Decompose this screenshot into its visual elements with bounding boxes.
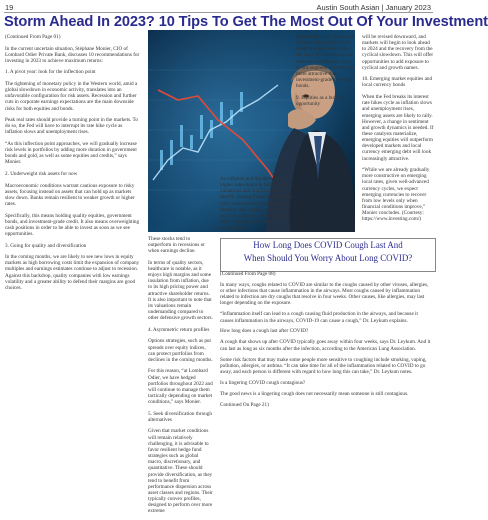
article-column-4a (296, 34, 356, 113)
article-column-2 (148, 236, 213, 520)
publication-info: Austin South Asian | January 2023 (316, 3, 431, 12)
paragraph: How long does a cough last after COVID? (220, 328, 309, 335)
headline: Storm Ahead In 2023? 10 Tips To Get The Most Out Of Your Investment (4, 14, 488, 30)
page-number: 19 (5, 3, 14, 12)
paragraph: 10. Emerging market equities and local currency bonds (362, 76, 433, 89)
paragraph: For this reason, “at Lombard Odier, we have hedged portfolios throughout 2022 and will continue to manage them tactically depending on market conditions,” says Monier. (148, 368, 213, 406)
paragraph: (Continued From Page 08) (220, 271, 276, 277)
paragraph: 5. Seek diversification through alternatives (148, 410, 212, 423)
paragraph: Continued On Page 21) (220, 401, 269, 408)
article-column-1 (5, 34, 140, 296)
paragraph: The tightening of monetary policy in the Western world, amid a global slowdown in economic activity, translates into an unfavorable configuration for risk assets. Recession and further cuts in corporate earnings expectations are the main downside risks for both equities and bonds. (5, 80, 138, 112)
paragraph: These stocks tend to outperform in recessions or when earnings decline. (148, 236, 205, 255)
paragraph: (Continued From Page 01) (5, 34, 61, 40)
paragraph: “As this inflection point approaches, we will gradually increase risk levels in portfolios by adding more duration in government bonds and gold, as well as some equities and credits,” says Monier. (5, 140, 137, 166)
paragraph: 4. Asymmetric return profiles (148, 326, 210, 333)
paragraph: Options strategies, such as put spreads over equity indices, can protect portfolios from declines in the coming months. (148, 338, 213, 363)
paragraph: In the coming months, we are likely to see new lows in equity markets as high borrowing costs limit the expansion of company multiples and earnings estimates continue to adjust to recession. Against this backdrop, quality companies with low earnings volatility and a greater ability to defend their margins are good choices. (5, 254, 140, 291)
paragraph: The good news is a lingering cough does not necessarily mean someone is still contagious. (220, 390, 409, 397)
sidebar-heading-line-2: When Should You Worry About Long COVID? (243, 253, 413, 263)
paragraph: Given that market conditions will remain relatively challenging, it is advisable to favor resilient hedge fund strategies such as global macro, discretionary, and quantitative. These should provide diversification, as they tend to benefit from performance dispersion across asset classes and regions. Their typically convex profiles, designed to perform over more extreme (148, 428, 213, 515)
paragraph: A cough that shows up after COVID typically goes away within four weeks, says Dr. Leykum. And it can last as long as six months after the infection, according to the American Lung Association. (220, 339, 431, 352)
paragraph: In terms of quality sectors, healthcare is notable, as it enjoys high margins and some insulation from inflation, due to its high pricing power and attractive shareholder returns. It is also important to note that its valuations remain undemanding compared to other defensive growth sectors. (148, 259, 213, 322)
paragraph: Macroeconomic conditions warrant cautious exposure to risky assets, focusing instead on assets that can hold up as markets slow down. Banks remain resilient to weaker growth or higher rates. (5, 182, 135, 208)
paragraph: As inflation and the threat of higher rates begin to fade, equity valuations and multiples will benefit. Easing financial conditions will cause investor sentiment to improve and, in turn, price-to-earnings ratios to widen. By mid-2023, earnings and sales expectations (220, 176, 294, 232)
paragraph: 9. Equities as a buying opportunity (296, 94, 344, 107)
paragraph: will be revised downward, and markets will begin to look ahead to 2024 and the recovery from the cyclical slowdown. This will offer opportunities to add exposure to cyclical and growth names. (362, 34, 434, 71)
paragraph: 1. A pivot year: look for the inflection point (5, 69, 96, 76)
paragraph: “Inflammation itself can lead to a cough causing fluid production in the airways, and because it causes inflammation in the airways, COVID-19 can cause a cough,” Dr. Leykum explains. (220, 311, 418, 324)
paragraph: In many ways, coughs related to COVID are similar to the coughs caused by other viruses, allergies, or other infections that cause inflammation in the airways. Most coughs caused by inflammation related to infection are dry coughs that resolve in four weeks. Other causes, like allergies, may last longer depending on the exposure. (220, 281, 429, 307)
paragraph: In the current uncertain situation, Stéphane Monier, CIO of Lombard Odier Private Bank, discusses 10 recommendations for investing in 2023 to achieve maximum returns: (5, 45, 140, 64)
article-column-4b (220, 176, 294, 237)
paragraph: Specifically, this means holding quality equities, government bonds, and investment-grade credit. It also means overweighting cash positions in order to be able to invest as soon as we see opportunities. (5, 212, 140, 238)
sidebar-heading-box (220, 238, 436, 272)
article-column-5 (362, 34, 434, 228)
paragraph: “While we are already gradually more constructive on emerging local rates, given well-advanced currency cycles, we expect emerging currencies to recover from low levels only when financial conditions improve,” Monier concludes. (Courtesy: https://www.investing.com/) (362, 167, 430, 223)
paragraph: 2. Underweight risk assets for now (5, 171, 78, 177)
paragraph: Is a lingering COVID cough contagious? (220, 379, 306, 386)
paragraph: Peak real rates should provide a turning point in the markets. To do so, the Fed will have to interrupt its rate hike cycle as inflation slows and unemployment rises. (5, 117, 138, 136)
paragraph: appetite for risky assets will increase. Once high-yield credit spreads better reflect the price of a recession and rates have stabilized, carry in this segment will become more attractive than investment-grade sovereign bonds. (296, 34, 355, 90)
header-rule (4, 12, 433, 13)
paragraph: Some risk factors that may make some people more sensitive to coughing include smoking, vaping, pollution, allergies, or asthma. “It can take time for all of the inflammation related to COVID to go away, and each person is different with regard to how long this can take,” Dr. Leykum notes. (220, 356, 427, 375)
paragraph: 3. Going for quality and diversification (5, 242, 87, 249)
paragraph: When the Fed breaks its interest rate hikes cycle as inflation slows and unemployment rises, emerging assets are likely to rally. However, a change in sentiment and growth dynamics is needed. If these catalysts materialize, emerging equities will outperform developed markets and local currency emerging debt will look increasingly attractive. (362, 94, 434, 162)
sidebar-heading-line-1: How Long Does COVID Cough Last And (253, 240, 403, 250)
sidebar-article (220, 271, 432, 413)
